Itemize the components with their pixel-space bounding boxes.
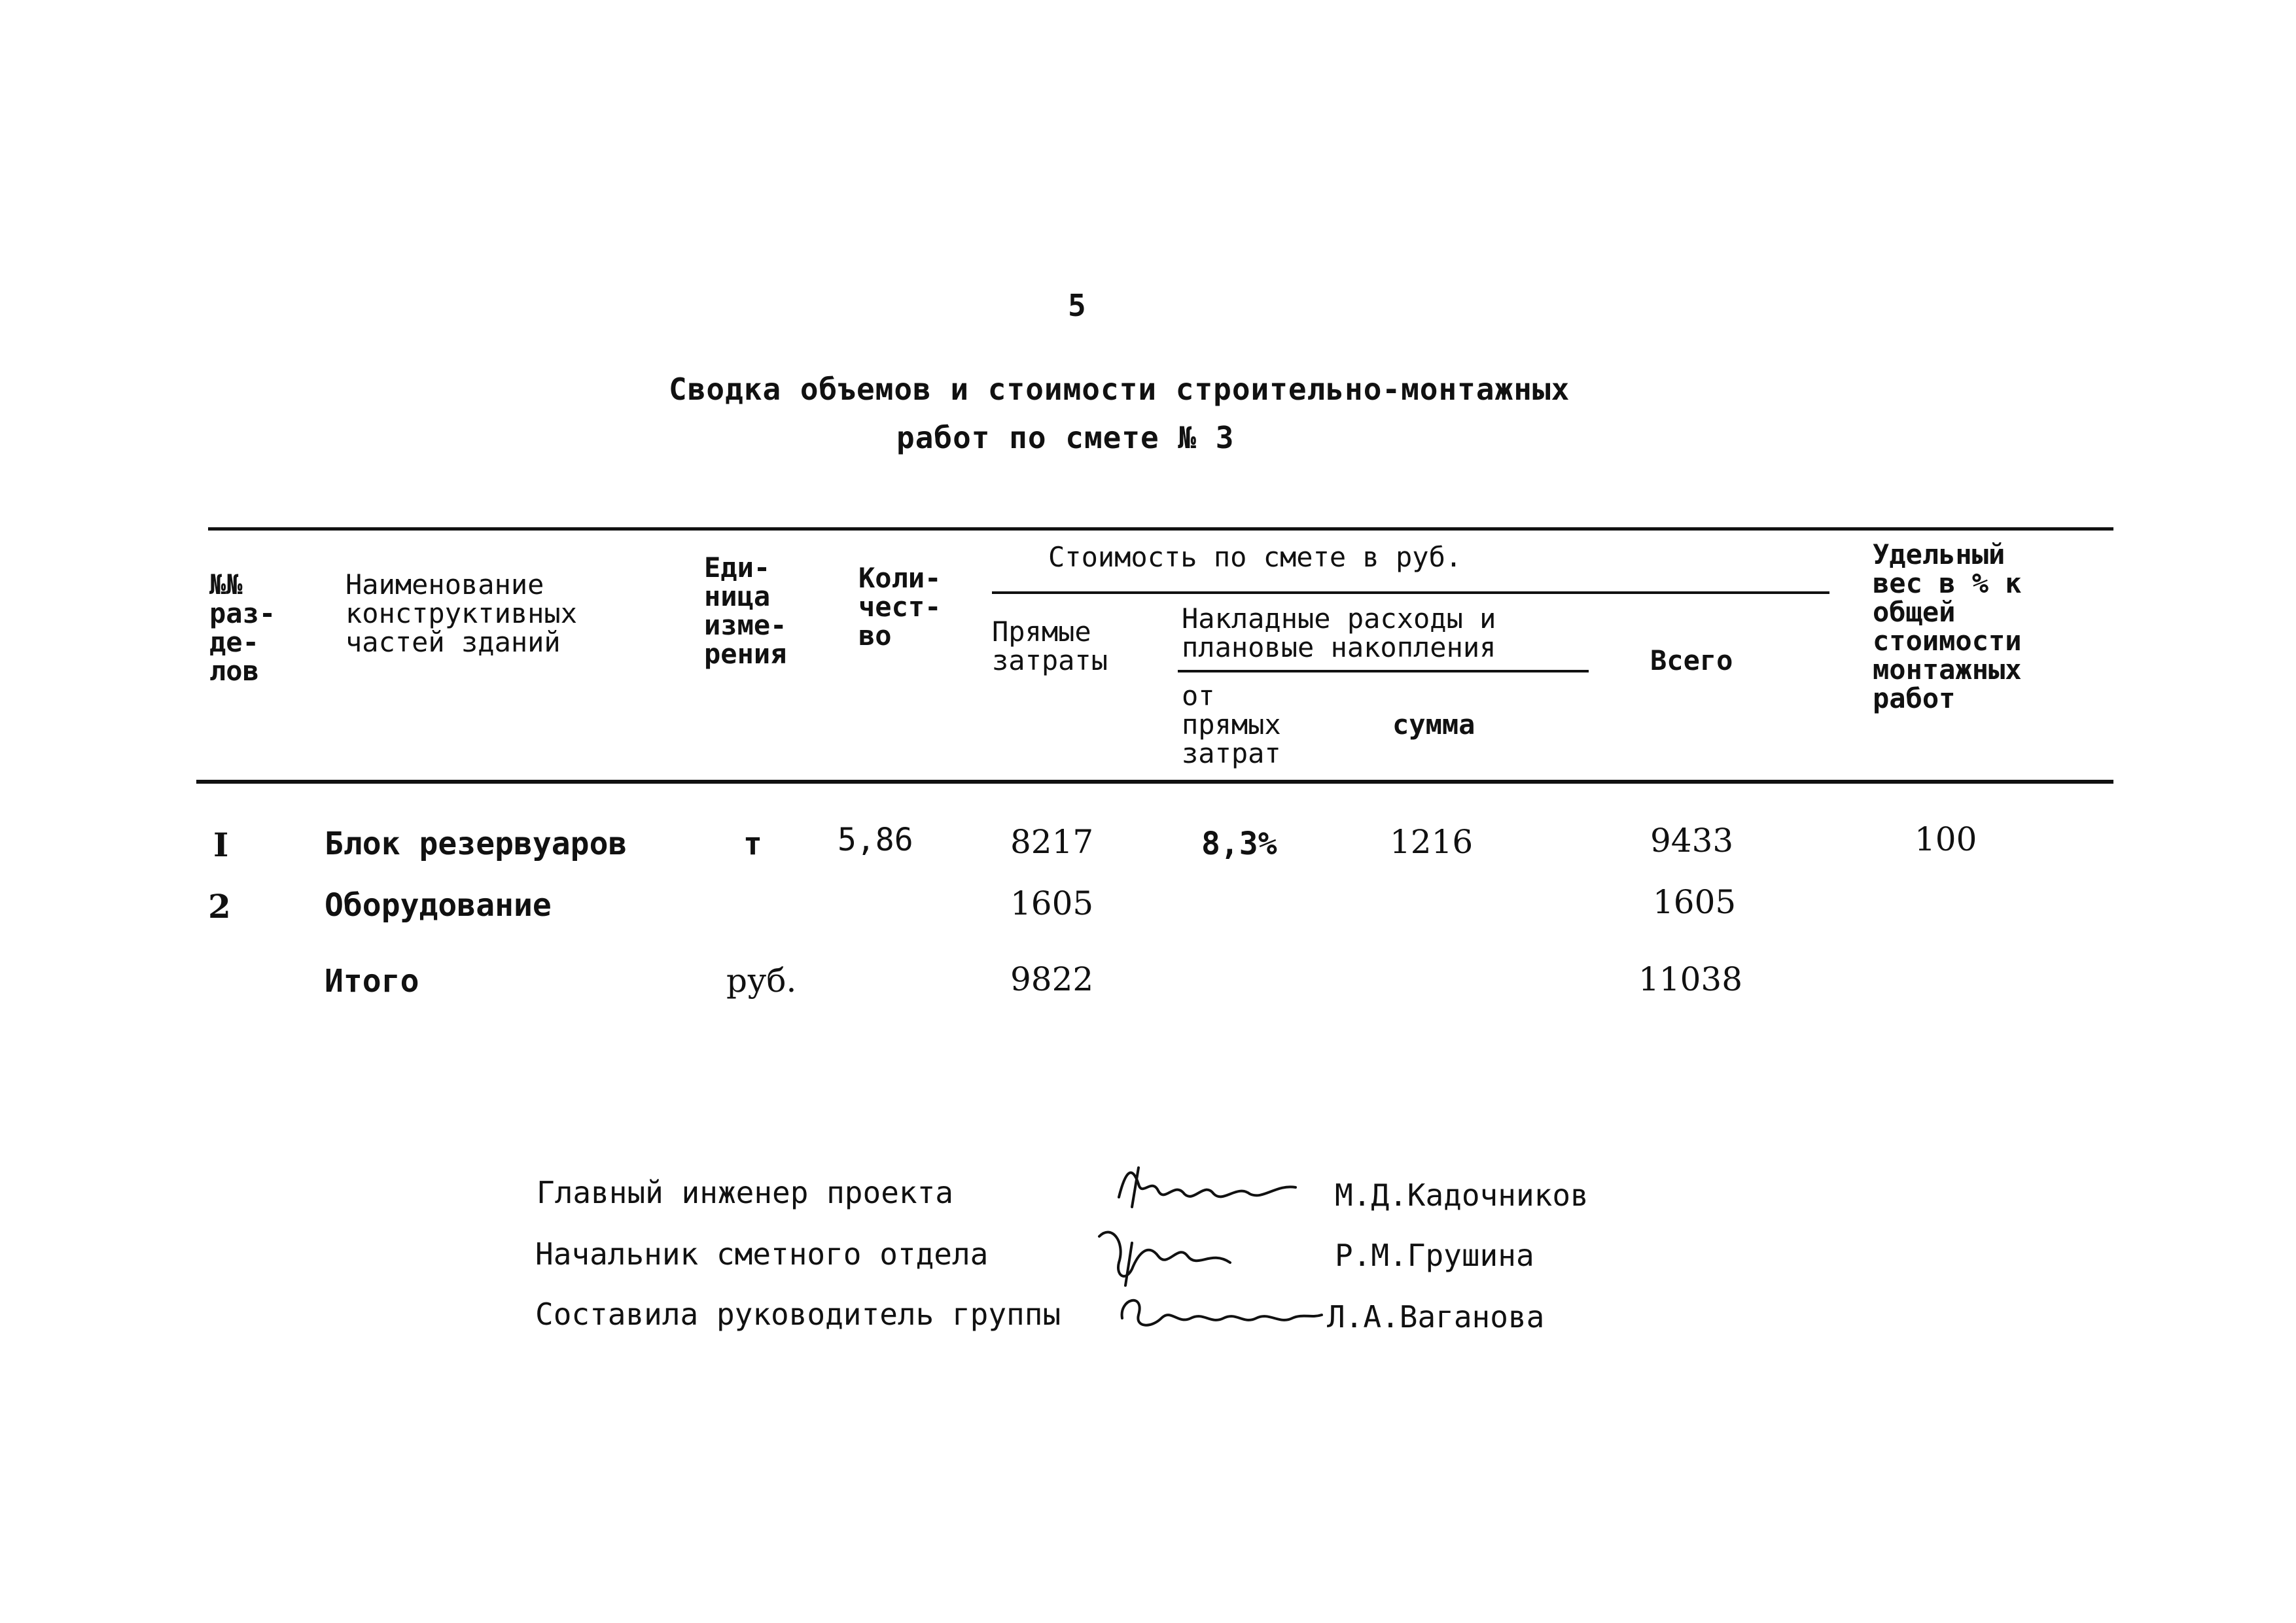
row2-no: 2 (208, 887, 231, 926)
document-title-line1: Сводка объемов и стоимости строительно-монтажных (669, 372, 1570, 407)
row1-overhead-sum: 1216 (1390, 823, 1474, 861)
signature-role-1: Главный инженер проекта (537, 1175, 953, 1210)
row2-total: 1605 (1653, 883, 1737, 921)
header-total: Всего (1650, 644, 1733, 676)
signature-name-1: М.Д.Кадочников (1335, 1178, 1589, 1213)
row1-direct: 8217 (1010, 823, 1094, 861)
header-overhead-group: Накладные расходы и плановые накопления (1182, 602, 1496, 663)
signature-role-2: Начальник сметного отдела (535, 1236, 989, 1272)
overhead-group-rule (1178, 670, 1589, 672)
row3-total: 11038 (1638, 960, 1743, 998)
header-share: Удельный вес в % к общей стоимости монтажных работ (1873, 538, 2022, 714)
page-number: 5 (1068, 288, 1086, 323)
handwritten-signature-3 (1112, 1282, 1335, 1341)
row1-unit: т (743, 826, 762, 862)
row2-direct: 1605 (1010, 884, 1094, 922)
row3-name: Итого (325, 963, 419, 1000)
header-name: Наименование конструктивных частей зданий (345, 568, 578, 658)
header-section-no: №№ раз- де- лов (209, 568, 276, 687)
row1-quantity: 5,86 (838, 822, 913, 858)
header-direct-costs: Прямые затраты (992, 616, 1108, 676)
row2-name: Оборудование (325, 887, 552, 924)
handwritten-signature-2 (1086, 1217, 1269, 1289)
header-quantity: Коли- чест- во (858, 562, 942, 652)
row1-total: 9433 (1650, 822, 1734, 860)
table-top-rule (208, 527, 2113, 531)
header-overhead-sum: сумма (1392, 708, 1475, 741)
table-header-bottom-rule (196, 780, 2113, 784)
row1-share: 100 (1915, 820, 1977, 858)
handwritten-signature-1 (1112, 1158, 1309, 1217)
signature-name-2: Р.М.Грушина (1335, 1238, 1534, 1273)
row1-name: Блок резервуаров (325, 826, 627, 862)
cost-group-rule (992, 591, 1829, 594)
header-overhead-percent: от прямых затрат (1182, 680, 1281, 769)
signature-role-3: Составила руководитель группы (535, 1297, 1061, 1332)
row3-unit: руб. (726, 962, 797, 1000)
row1-no: I (213, 826, 229, 864)
header-unit: Еди- ница изме- рения (704, 551, 787, 670)
row3-direct: 9822 (1010, 960, 1094, 998)
document-title-line2: работ по смете № 3 (896, 420, 1235, 455)
row1-overhead-percent: 8,3% (1201, 826, 1277, 862)
header-cost-group: Стоимость по смете в руб. (1048, 541, 1462, 573)
signature-name-3: Л.А.Ваганова (1327, 1299, 1545, 1335)
